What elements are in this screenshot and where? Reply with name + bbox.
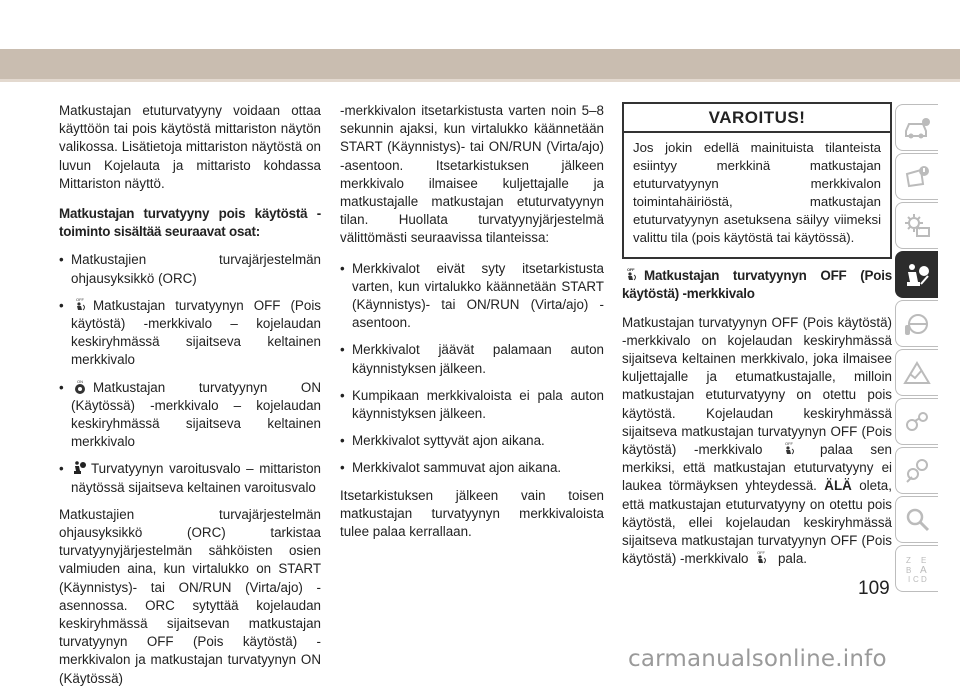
warning-box [622, 102, 892, 259]
airbag-off-label: OFF [627, 267, 635, 273]
section-heading [622, 267, 892, 303]
warning-title: VAROITUS! [624, 104, 890, 133]
tab-multimedia[interactable] [895, 398, 938, 445]
multimedia-icon [902, 407, 932, 437]
components-heading: Matkustajan turvatyyny pois käytöstä -toiminto sisältää seuraavat osat: [59, 206, 321, 240]
airbag-off-icon [622, 267, 640, 283]
alphabet-index-icon [902, 554, 932, 584]
list-item [340, 341, 604, 377]
bullet-text: Merkkivalot jäävät palamaan auton käynnistyksen jälkeen. [352, 342, 604, 376]
tab-safety[interactable] [895, 251, 938, 298]
header-band-line [0, 79, 960, 82]
list-item [340, 432, 604, 450]
header-band [0, 49, 960, 79]
tab-search[interactable] [895, 496, 938, 543]
self-check-paragraph: -merkkivalon itsetarkistusta varten noin 5–8 sekunnin ajaksi, kun virtalukko käännetään START (Käynnistys)- tai ON/RUN (Virta/ajo) -asentoon. Itsetarkistuksen jälkeen merkkivalo ilmaisee kuljettajalle ja matkustajalle matkustajan etuturvatyynyn tilan. Huollata turvatyynyjärjestelmä välittömästi seuraavissa tilanteissa: [340, 103, 604, 246]
airbag-off-icon [752, 550, 770, 566]
bullet-text: Merkkivalot sammuvat ajon aikana. [352, 460, 562, 476]
index-letter: I [908, 574, 911, 584]
airbag-off-label: • OFF [76, 296, 84, 302]
starting-operating-icon [902, 211, 932, 241]
airbag-warning-icon [71, 460, 87, 476]
orc-paragraph: Matkustajien turvajärjestelmän ohjausyksikkö (ORC) tarkistaa turvatyynyjärjestelmän sähköisten osien valmiuden aina, kun virtalukko on START (Käynnistys)- tai ON/RUN (Virta/ajo) -asennossa. ORC sytyttää kojelaudan keskiryhmässä sijaitsevan matkustajan turvatyynyn OFF (Pois käytöstä) -merkkivalon ja matkustajan turvatyynyn ON (Käytössä) [59, 506, 321, 686]
paragraph-text: palaa sen merkiksi, että matkustajan etuturvatyyny ei laukea törmäyksen yhteydessä. [622, 442, 892, 494]
paragraph-text: pala. [777, 551, 808, 567]
airbag-off-label: OFF [757, 550, 766, 556]
bullet-text: Merkkivalot syttyvät ajon aikana. [352, 433, 545, 449]
list-item [59, 297, 321, 370]
service-icon [902, 358, 932, 388]
airbag-off-icon [71, 297, 89, 313]
list-item [340, 459, 604, 477]
tab-car-info[interactable] [895, 104, 938, 151]
paragraph-text: oleta, että matkustajan etuturvatyyny on otettu pois käytöstä, ellei kojelaudan keskiryhmässä sijaitseva matkustajan turvatyynyn OFF (Pois käytöstä) -merkkivalo [622, 478, 892, 567]
index-letter: C [913, 574, 919, 584]
list-item [59, 460, 321, 496]
bullet-text: Matkustajien turvajärjestelmän ohjausyksikkö (ORC) [71, 252, 321, 286]
tab-alphabet-index[interactable] [895, 545, 938, 592]
index-letter: A [920, 564, 927, 576]
warning-text: Jos jokin edellä mainituista tilanteista esiintyy merkkinä matkustajan etuturvatyynyn merkkivalon toimintahäiriöstä, matkustajan etuturvatyynyn asetuksena säilyy viimeksi valittu tila (pois käytöstä tai käytössä). [633, 140, 881, 246]
section-heading-text: Matkustajan turvatyynyn OFF (Pois käytöstä) -merkkivalo [622, 268, 892, 302]
paragraph-text: Matkustajan turvatyynyn OFF (Pois käytöstä) -merkkivalo on kojelaudan keskiryhmässä sijaitseva keltainen merkkivalo, joka ilmaisee kuljettajalle ja etumatkustajalle, milloin matkustajan etuturvatyyny on otettu pois käytöstä. Kojelaudan keskiryhmässä sijaitseva matkustajan turvatyynyn OFF (Pois käytöstä) -merkkivalo [622, 314, 892, 458]
car-info-icon [902, 113, 932, 143]
tab-starting-operating[interactable] [895, 202, 938, 249]
tab-warning-lights[interactable] [895, 153, 938, 200]
page-number: 109 [858, 578, 890, 599]
warning-lights-icon [902, 162, 932, 192]
emergency-icon [902, 309, 932, 339]
emphasis-word: ÄLÄ [824, 478, 852, 494]
airbag-on-label: • ON [77, 378, 83, 384]
airbag-on-icon [71, 379, 89, 395]
column-3 [622, 102, 892, 580]
bullet-text: Kumpikaan merkkivaloista ei pala auton käynnistyksen jälkeen. [352, 387, 604, 422]
list-item [59, 379, 321, 452]
closing-paragraph: Itsetarkistuksen jälkeen vain toisen matkustajan turvatyynyn merkkivaloista tulee palaa kerrallaan. [340, 487, 604, 540]
safety-airbag-icon [902, 260, 932, 290]
column-1 [59, 102, 321, 700]
bullet-text: Matkustajan turvatyynyn OFF (Pois käytöstä) -merkkivalo – kojelaudan keskiryhmässä sijaitseva keltainen merkkivalo [71, 297, 321, 368]
chapter-tabs [895, 104, 938, 594]
index-letter: E [921, 555, 927, 565]
watermark: carmanualsonline.info [628, 646, 887, 672]
search-index-icon [902, 505, 932, 535]
tab-service[interactable] [895, 349, 938, 396]
bullet-text: Matkustajan turvatyynyn ON (Käytössä) -merkkivalo – kojelaudan keskiryhmässä sijaitseva keltainen merkkivalo [71, 379, 321, 450]
index-letter: Z [906, 555, 911, 565]
intro-paragraph: Matkustajan etuturvatyyny voidaan ottaa käyttöön tai pois käytöstä mittariston näytön valikossa. Lisätietoja mittariston näytöstä on luvun Kojelauta ja mittaristo kohdassa Mittariston näyttö. [59, 103, 321, 191]
list-item [340, 260, 604, 333]
airbag-off-label: OFF [785, 441, 794, 447]
column-2 [340, 102, 604, 553]
bullet-text: Turvatyynyn varoitusvalo – mittariston näytössä sijaitseva keltainen varoitusvalo [71, 461, 321, 495]
airbag-off-icon [780, 441, 798, 457]
bullet-text: Merkkivalot eivät syty itsetarkistusta varten, kun virtalukko käännetään START (Käynnistys)- tai ON/RUN (Virta/ajo) -asentoon. [352, 260, 604, 331]
index-letter: B [906, 565, 912, 575]
tab-specifications[interactable] [895, 447, 938, 494]
tab-emergency[interactable] [895, 300, 938, 347]
list-item [340, 387, 604, 423]
index-letter: D [921, 574, 927, 584]
specifications-icon [902, 456, 932, 486]
list-item [59, 251, 321, 287]
off-indicator-paragraph [622, 314, 892, 569]
